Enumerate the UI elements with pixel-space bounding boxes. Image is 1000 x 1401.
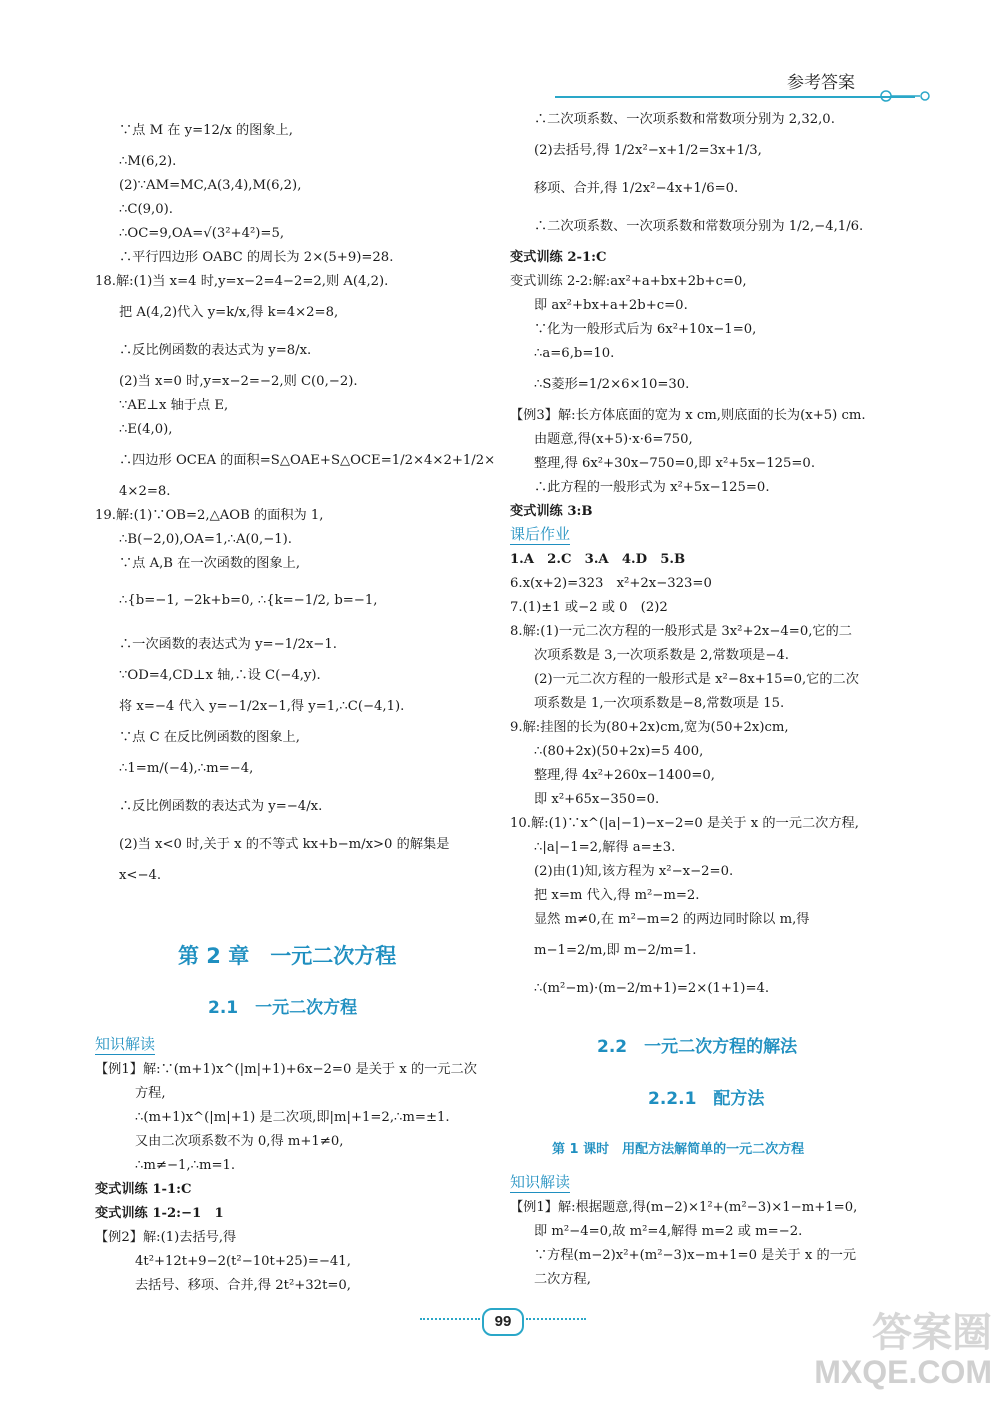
text-line: 变式训练 1-2:−1 1 — [95, 1206, 224, 1221]
text-line: 7.(1)±1 或−2 或 0 (2)2 — [510, 600, 668, 615]
text-line: ∴E(4,0), — [119, 422, 173, 437]
text-line: x<−4. — [119, 868, 162, 883]
text-line: ∴M(6,2). — [119, 154, 177, 169]
text-line: ∵AE⊥x 轴于点 E, — [119, 398, 229, 413]
text-line: 又由二次项系数不为 0,得 m+1≠0, — [135, 1134, 344, 1149]
header-dots-icon — [880, 89, 932, 103]
text-line: ∴(m+1)x^(|m|+1) 是二次项,即|m|+1=2,∴m=±1. — [135, 1110, 450, 1125]
text-line: 1.A 2.C 3.A 4.D 5.B — [510, 552, 686, 567]
tag-zhishi-2: 知识解读 — [510, 1173, 571, 1191]
text-line: 变式训练 1-1:C — [95, 1182, 192, 1197]
lesson-title: 第 1 课时 用配方法解简单的一元二次方程 — [552, 1142, 805, 1157]
text-line: 整理,得 4x²+260x−1400=0, — [534, 768, 715, 783]
text-line: ∵化为一般形式后为 6x²+10x−1=0, — [534, 322, 757, 337]
text-line: ∴1=m/(−4),∴m=−4, — [119, 761, 254, 776]
text-line: 移项、合并,得 1/2x²−4x+1/6=0. — [534, 181, 739, 196]
footer-dots-right — [526, 1318, 586, 1320]
header-title: 参考答案 — [787, 73, 855, 93]
text-line: ∴此方程的一般形式为 x²+5x−125=0. — [534, 480, 770, 495]
text-line: 【例1】解:根据题意,得(m−2)×1²+(m²−3)×1−m+1=0, — [510, 1200, 858, 1215]
text-line: ∴(80+2x)(50+2x)=5 400, — [534, 744, 704, 759]
text-line: (2)一元二次方程的一般形式是 x²−8x+15=0,它的二次 — [534, 672, 859, 687]
text-line: ∴{b=−1, −2k+b=0, ∴{k=−1/2, b=−1, — [119, 593, 378, 608]
text-line: ∴OC=9,OA=√(3²+4²)=5, — [119, 226, 285, 241]
text-line: ∴平行四边形 OABC 的周长为 2×(5+9)=28. — [119, 250, 394, 265]
text-line: ∵点 A,B 在一次函数的图象上, — [119, 556, 301, 571]
text-line: 项系数是 1,一次项系数是−8,常数项是 15. — [534, 696, 785, 711]
text-line: 把 x=m 代入,得 m²−m=2. — [534, 888, 700, 903]
section-title: 2.1 一元二次方程 — [208, 998, 358, 1018]
text-line: 6.x(x+2)=323 x²+2x−323=0 — [510, 576, 712, 591]
text-line: ∵点 M 在 y=12/x 的图象上, — [119, 123, 293, 138]
text-line: 变式训练 2-1:C — [510, 250, 607, 265]
header-rule — [555, 96, 915, 98]
watermark-bottom: MXQE.COM — [814, 1354, 992, 1390]
text-line: 即 m²−4=0,故 m²=4,解得 m=2 或 m=−2. — [534, 1224, 803, 1239]
page-number: 99 — [482, 1308, 524, 1336]
text-line: ∴反比例函数的表达式为 y=8/x. — [119, 343, 312, 358]
text-line: ∴一次函数的表达式为 y=−1/2x−1. — [119, 637, 337, 652]
watermark-logo — [814, 1311, 992, 1389]
text-line: ∴B(−2,0),OA=1,∴A(0,−1). — [119, 532, 292, 547]
chapter-title: 第 2 章 一元二次方程 — [178, 944, 397, 968]
watermark-top: 答案圈 — [872, 1311, 992, 1355]
text-line: ∴二次项系数、一次项系数和常数项分别为 2,32,0. — [534, 112, 835, 127]
text-line: 8.解:(1)一元二次方程的一般形式是 3x²+2x−4=0,它的二 — [510, 624, 852, 639]
text-line: 【例3】解:长方体底面的宽为 x cm,则底面的长为(x+5) cm. — [510, 408, 866, 423]
text-line: (2)由(1)知,该方程为 x²−x−2=0. — [534, 864, 734, 879]
right-column-bottom — [510, 1172, 910, 1292]
tag-zhishi: 知识解读 — [95, 1035, 156, 1053]
text-line: ∴(m²−m)·(m−2/m+1)=2×(1+1)=4. — [534, 981, 770, 996]
text-line: ∴m≠−1,∴m=1. — [135, 1158, 236, 1173]
text-line: 19.解:(1)∵OB=2,△AOB 的面积为 1, — [95, 508, 324, 523]
text-line: ∵OD=4,CD⊥x 轴,∴设 C(−4,y). — [119, 668, 321, 683]
text-line: 去括号、移项、合并,得 2t²+32t=0, — [135, 1278, 351, 1293]
text-line: ∴四边形 OCEA 的面积=S△OAE+S△OCE=1/2×4×2+1/2× — [119, 453, 496, 468]
text-line: 方程, — [135, 1086, 166, 1101]
text-line: 4t²+12t+9−2(t²−10t+25)=−41, — [135, 1254, 351, 1269]
text-line: 10.解:(1)∵x^(|a|−1)−x−2=0 是关于 x 的一元二次方程, — [510, 816, 859, 831]
text-line: 即 ax²+bx+a+2b+c=0. — [534, 298, 688, 313]
text-line: 9.解:挂图的长为(80+2x)cm,宽为(50+2x)cm, — [510, 720, 789, 735]
text-line: ∵点 C 在反比例函数的图象上, — [119, 730, 300, 745]
text-line: 二次方程, — [534, 1272, 591, 1287]
section-title-2-2-1: 2.2.1 配方法 — [648, 1089, 765, 1109]
text-line: 由题意,得(x+5)·x·6=750, — [534, 432, 693, 447]
text-line: 【例2】解:(1)去括号,得 — [95, 1230, 237, 1245]
text-line: 整理,得 6x²+30x−750=0,即 x²+5x−125=0. — [534, 456, 816, 471]
text-line: ∴反比例函数的表达式为 y=−4/x. — [119, 799, 323, 814]
right-column — [510, 108, 910, 1008]
left-column — [95, 112, 495, 888]
text-line: 变式训练 2-2:解:ax²+a+bx+2b+c=0, — [510, 274, 747, 289]
text-line: 显然 m≠0,在 m²−m=2 的两边同时除以 m,得 — [534, 912, 810, 927]
text-line: (2)去括号,得 1/2x²−x+1/2=3x+1/3, — [534, 143, 762, 158]
text-line: (2)∵AM=MC,A(3,4),M(6,2), — [119, 178, 302, 193]
text-line: ∴|a|−1=2,解得 a=±3. — [534, 840, 676, 855]
text-line: ∴S菱形=1/2×6×10=30. — [534, 377, 690, 392]
text-line: (2)当 x=0 时,y=x−2=−2,则 C(0,−2). — [119, 374, 358, 389]
text-line: 即 x²+65x−350=0. — [534, 792, 660, 807]
text-line: m−1=2/m,即 m−2/m=1. — [534, 943, 697, 958]
text-line: ∴C(9,0). — [119, 202, 173, 217]
tag-kehou: 课后作业 — [510, 525, 571, 543]
text-line: 4×2=8. — [119, 484, 171, 499]
text-line: 把 A(4,2)代入 y=k/x,得 k=4×2=8, — [119, 305, 339, 320]
footer-dots-left — [420, 1318, 480, 1320]
text-line: 【例1】解:∵(m+1)x^(|m|+1)+6x−2=0 是关于 x 的一元二次 — [95, 1062, 477, 1077]
text-line: 变式训练 3:B — [510, 504, 593, 519]
text-line: (2)当 x<0 时,关于 x 的不等式 kx+b−m/x>0 的解集是 — [119, 837, 450, 852]
left-column-lower — [95, 1034, 495, 1298]
section-title-2-2: 2.2 一元二次方程的解法 — [597, 1037, 798, 1057]
text-line: ∴a=6,b=10. — [534, 346, 615, 361]
text-line: 次项系数是 3,一次项系数是 2,常数项是−4. — [534, 648, 789, 663]
text-line: 18.解:(1)当 x=4 时,y=x−2=4−2=2,则 A(4,2). — [95, 274, 389, 289]
text-line: 将 x=−4 代入 y=−1/2x−1,得 y=1,∴C(−4,1). — [119, 699, 405, 714]
text-line: ∴二次项系数、一次项系数和常数项分别为 1/2,−4,1/6. — [534, 219, 864, 234]
text-line: ∵方程(m−2)x²+(m²−3)x−m+1=0 是关于 x 的一元 — [534, 1248, 857, 1263]
